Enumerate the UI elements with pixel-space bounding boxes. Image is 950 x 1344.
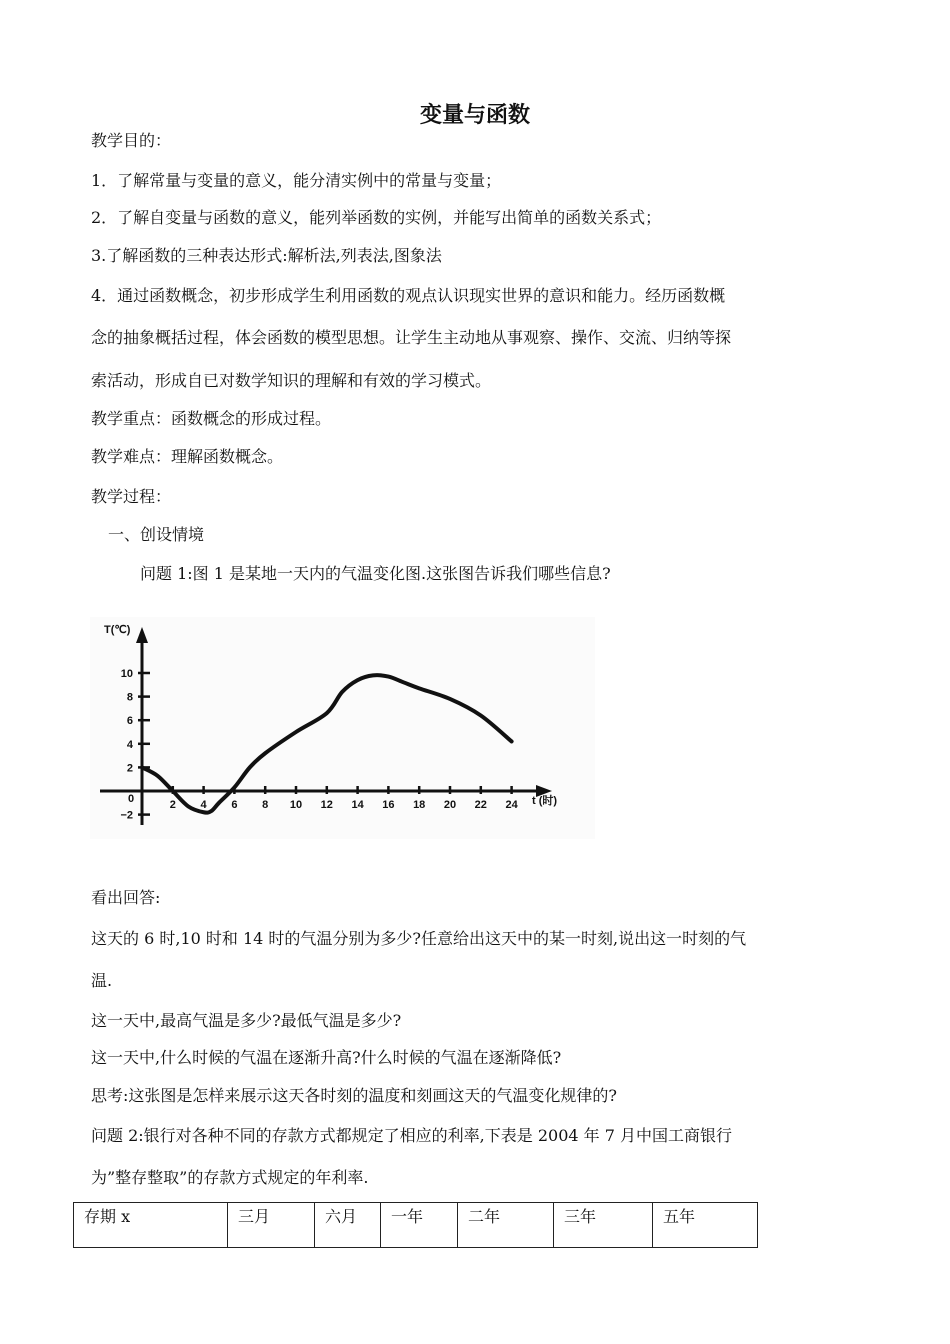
question-text: 这一天中,什么时候的气温在逐渐升高?什么时候的气温在逐渐降低?	[91, 1048, 562, 1067]
question-text: 问题 2:银行对各种不同的存款方式都规定了相应的利率,下表是 2004 年 7 月中国工商银行	[91, 1126, 732, 1145]
table-cell: 五年	[653, 1203, 758, 1248]
objective-item: 2．了解自变量与函数的意义，能列举函数的实例，并能写出简单的函数关系式；	[91, 208, 662, 227]
y-tick-label: 10	[120, 668, 133, 680]
question-text: 这一天中,最高气温是多少?最低气温是多少?	[91, 1011, 402, 1030]
table-cell: 三年	[554, 1203, 653, 1248]
x-tick-label: 10	[289, 799, 303, 811]
process-heading: 教学过程：	[91, 487, 172, 506]
x-tick-label: 16	[382, 799, 395, 811]
question-text: 温.	[91, 971, 113, 990]
y-axis-arrow	[136, 627, 148, 643]
table-cell: 存期 x	[74, 1203, 228, 1248]
x-tick-label: 20	[443, 799, 457, 811]
table-cell: 三月	[228, 1203, 315, 1248]
interest-rate-table	[73, 1202, 758, 1248]
x-tick-label: 2	[169, 799, 176, 811]
table-cell: 六月	[315, 1203, 381, 1248]
key-point: 教学重点：函数概念的形成过程。	[91, 409, 332, 428]
x-tick-label: 8	[262, 799, 269, 811]
x-tick-label: 18	[413, 799, 426, 811]
objective-item: 3.了解函数的三种表达形式:解析法,列表法,图象法	[91, 246, 442, 265]
y-tick-label: 4	[126, 738, 133, 751]
y-tick-label: 2	[126, 762, 133, 775]
difficulty: 教学难点：理解函数概念。	[91, 447, 284, 466]
table-row	[74, 1203, 758, 1248]
origin-label: 0	[128, 793, 135, 805]
x-tick-label: 24	[505, 799, 518, 811]
objective-item: 索活动，形成自已对数学知识的理解和有效的学习模式。	[91, 371, 492, 390]
table-cell: 一年	[381, 1203, 458, 1248]
x-tick-label: 12	[320, 799, 333, 811]
table-cell: 二年	[458, 1203, 554, 1248]
answer-heading: 看出回答:	[91, 888, 161, 907]
x-tick-label: 4	[200, 799, 207, 811]
x-tick-label: 14	[351, 799, 364, 811]
x-tick-label: 6	[231, 799, 238, 811]
page-title: 变量与函数	[419, 103, 530, 128]
objectives-heading: 教学目的：	[91, 131, 172, 150]
x-axis-label: t (时)	[532, 795, 558, 807]
question-text: 这天的 6 时,10 时和 14 时的气温分别为多少?任意给出这天中的某一时刻,说出这一时刻的气	[91, 929, 747, 948]
question-text: 为”整存整取”的存款方式规定的年利率.	[91, 1168, 369, 1187]
objective-item: 4．通过函数概念，初步形成学生利用函数的观点认识现实世界的意识和能力。经历函数概	[91, 286, 726, 305]
objective-item: 1．了解常量与变量的意义，能分清实例中的常量与变量；	[91, 171, 502, 190]
y-tick-label: 8	[126, 691, 133, 704]
x-tick-label: 22	[474, 799, 487, 811]
y-tick-label: 6	[126, 715, 133, 728]
question-1: 问题 1:图 1 是某地一天内的气温变化图.这张图告诉我们哪些信息?	[140, 564, 611, 583]
temperature-chart	[90, 617, 595, 839]
temperature-graph	[90, 617, 595, 839]
y-tick-label: −2	[120, 809, 133, 822]
section-heading: 一、创设情境	[108, 525, 205, 544]
y-axis-label: T(℃)	[104, 624, 131, 636]
objective-item: 念的抽象概括过程，体会函数的模型思想。让学生主动地从事观察、操作、交流、归纳等探	[91, 328, 732, 347]
question-text: 思考:这张图是怎样来展示这天各时刻的温度和刻画这天的气温变化规律的?	[91, 1086, 617, 1105]
